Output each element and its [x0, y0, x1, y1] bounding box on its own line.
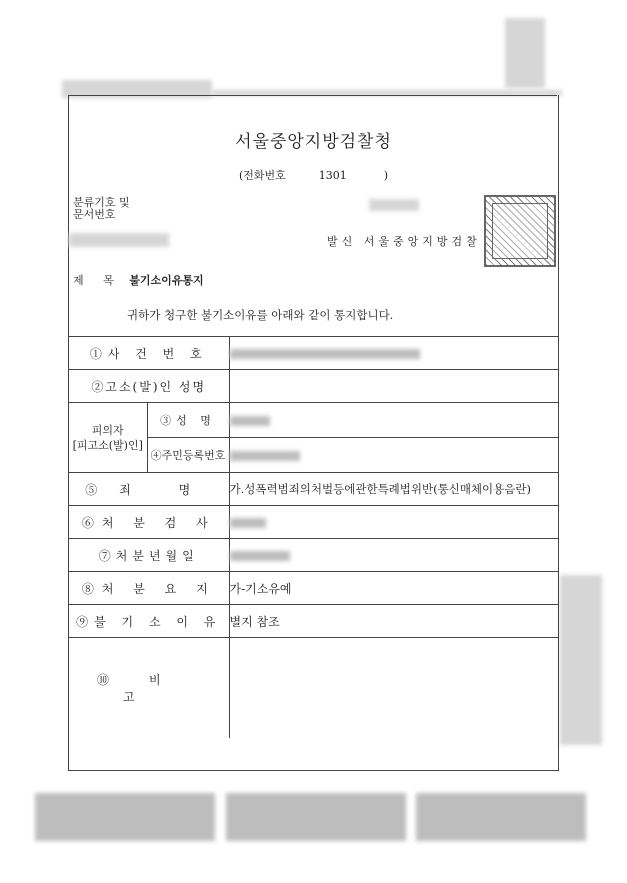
suspect-label: 피의자 — [91, 423, 124, 437]
notice-table — [69, 336, 558, 738]
office-title: 서울중앙지방검찰청 — [235, 132, 392, 152]
prosecutor-label: ⑥처 분 검 사 — [69, 506, 229, 539]
redacted-footer-right — [416, 793, 586, 841]
class-label-line2: 문서번호 — [73, 208, 116, 221]
redacted-date — [69, 233, 169, 247]
suspect-sublabel: [피고소(발)인] — [72, 438, 143, 452]
sender-line — [327, 233, 481, 249]
reason-value: 별지 참조 — [229, 605, 558, 638]
row-prosecutor — [69, 506, 558, 539]
name-value — [229, 403, 558, 438]
date-value — [229, 539, 558, 572]
row-case-number — [69, 337, 558, 370]
row-disposition — [69, 572, 558, 605]
redacted-top-right — [505, 18, 545, 88]
sender-name: 서울중앙지방검찰 — [363, 235, 481, 248]
official-seal — [484, 195, 556, 267]
notice-document — [68, 95, 559, 771]
phone-label: (전화번호 — [238, 169, 286, 182]
suspect-group-label — [69, 403, 147, 473]
row-suspect-name — [69, 403, 558, 438]
charge-label: ⑤죄 명 — [69, 473, 229, 506]
prosecutor-value — [229, 506, 558, 539]
subject-label: 제 목 — [73, 274, 122, 287]
row-complainant — [69, 370, 558, 403]
phone-line — [69, 167, 558, 183]
row-remarks — [69, 638, 558, 738]
subject-value: 불기소이유통지 — [129, 274, 204, 287]
row-reason — [69, 605, 558, 638]
subject-line — [73, 272, 204, 288]
remarks-value — [229, 638, 558, 738]
remarks-label: ⑩비 고 — [69, 638, 229, 738]
row-charge — [69, 473, 558, 506]
charge-value: 가.성폭력범죄의처벌등에관한특례법위반(통신매체이용음란) — [229, 473, 558, 506]
row-date — [69, 539, 558, 572]
case-number-value — [229, 337, 558, 370]
intro-text: 귀하가 청구한 불기소이유를 아래와 같이 통지합니다. — [127, 308, 394, 322]
redacted-footer-left — [35, 793, 215, 841]
redacted-footer-mid — [226, 793, 406, 841]
reason-label: ⑨불 기 소 이 유 — [69, 605, 229, 638]
class-label-line1: 분류기호 및 — [73, 196, 130, 209]
case-number-label: ①사 건 번 호 — [69, 337, 229, 370]
sender-label: 발신 — [327, 235, 357, 248]
redacted-right-margin — [560, 575, 602, 745]
phone-close: ) — [383, 169, 389, 182]
date-label: ⑦처분년월일 — [69, 539, 229, 572]
complainant-value — [229, 370, 558, 403]
complainant-label: ②고소(발)인 성명 — [69, 370, 229, 403]
disposition-label: ⑧처 분 요 지 — [69, 572, 229, 605]
id-value — [229, 438, 558, 473]
redacted-doc-number — [369, 199, 419, 211]
phone-number: 1301 — [318, 169, 347, 182]
name-label: ③성 명 — [147, 403, 229, 438]
disposition-value: 가-기소유예 — [229, 572, 558, 605]
id-label: ④주민등록번호 — [147, 438, 229, 473]
